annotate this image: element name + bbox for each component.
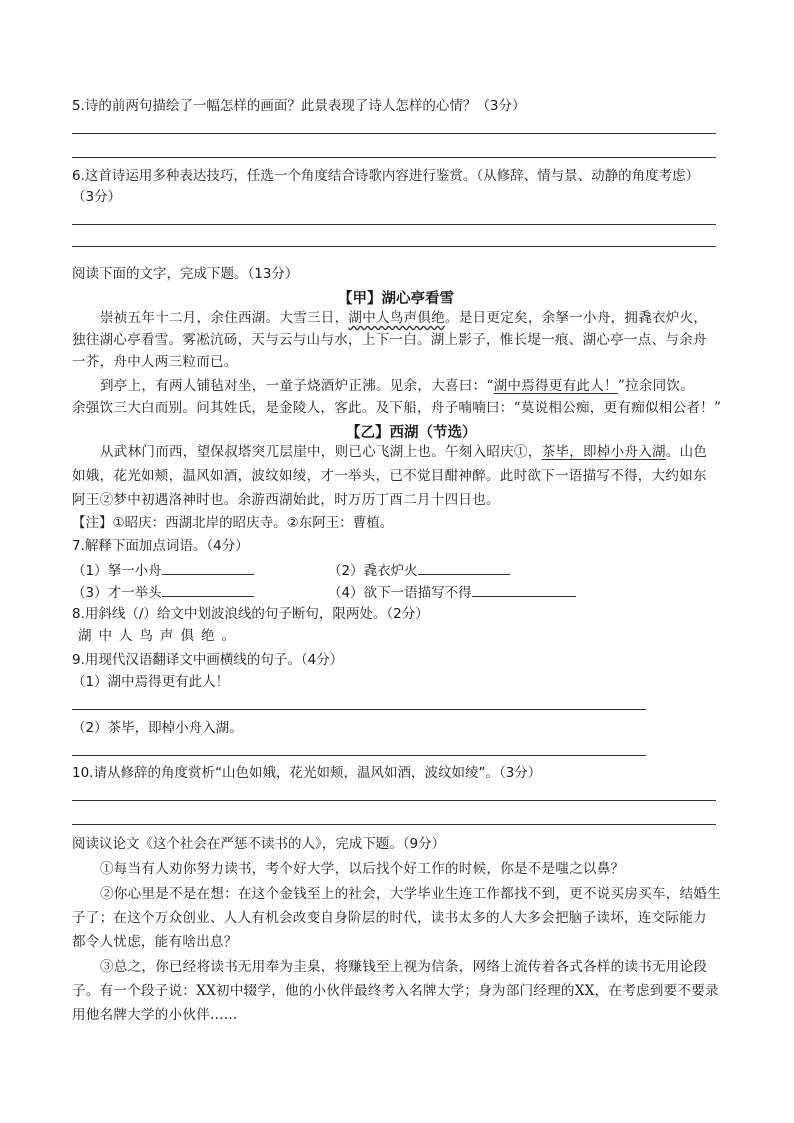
answer-line[interactable] bbox=[72, 157, 716, 158]
q7-item-label: （2）毳衣炉火 bbox=[328, 563, 418, 579]
underlined-sentence: 湖中焉得更有此人！ bbox=[493, 378, 618, 394]
essay-paragraph-2: 都令人忧虑，能有啥出息？ bbox=[72, 934, 238, 950]
answer-line[interactable] bbox=[72, 133, 716, 134]
q7-item-2 bbox=[328, 560, 510, 580]
question-9: 9.用现代汉语翻译文中画横线的句子。（4分） bbox=[72, 652, 344, 668]
q7-item-4 bbox=[328, 582, 576, 602]
essay-paragraph-3: 用他名牌大学的小伙伴…… bbox=[72, 1007, 238, 1023]
passage-b-text: 。山色 bbox=[665, 444, 708, 460]
answer-line[interactable] bbox=[72, 224, 716, 225]
passage-a-line bbox=[100, 309, 707, 327]
footnote: 【注】①昭庆：西湖北岸的昭庆寺。②东阿王：曹植。 bbox=[72, 515, 394, 531]
answer-blank[interactable] bbox=[418, 560, 510, 575]
question-10: 10.请从修辞的角度赏析“山色如娥，花光如颊，温风如酒，波纹如绫”。（3分） bbox=[72, 765, 542, 781]
passage-a-line: 一芥，舟中人两三粒而已。 bbox=[72, 354, 238, 370]
answer-blank[interactable] bbox=[162, 582, 254, 597]
q7-item-1 bbox=[72, 560, 254, 580]
passage-b-text: 从武林门而西，望保叔塔突兀层崖中，则已心飞湖上也。午刻入昭庆①， bbox=[100, 444, 542, 460]
q7-item-3 bbox=[72, 582, 254, 602]
passage-a-text: ”拉余同饮。 bbox=[617, 378, 695, 394]
essay-paragraph-2: 子了；在这个万众创业、人人有机会改变自身阶层的时代，读书太多的人大多会把脑子读坏，连交际能力 bbox=[72, 910, 707, 926]
essay-paragraph-2: ②你心里是不是在想：在这个金钱至上的社会，大学毕业生连工作都找不到，更不说买房买车，结婚生 bbox=[100, 886, 721, 902]
q8-sentence: 湖中人鸟声俱绝。 bbox=[78, 628, 242, 644]
q9-item-1: （1）湖中焉得更有此人！ bbox=[72, 674, 230, 690]
question-5: 5.诗的前两句描绘了一幅怎样的画面？此景表现了诗人怎样的心情？（3分） bbox=[72, 98, 526, 114]
passage-b-title: 【乙】西湖（节选） bbox=[346, 425, 477, 441]
answer-blank[interactable] bbox=[162, 560, 254, 575]
passage-b-line: 如娥，花光如颊，温风如酒，波纹如绫，才一举头，已不觉目酣神醉。此时欲下一语描写不得，大约如东 bbox=[72, 468, 707, 484]
reading-1-intro: 阅读下面的文字，完成下题。（13分） bbox=[72, 266, 299, 282]
wavy-underlined-sentence: 湖中人鸟声俱绝 bbox=[348, 310, 446, 326]
q7-item-label: （1）拏一小舟 bbox=[72, 563, 162, 579]
passage-a-text: 。是日更定矣，余拏一小舟，拥毳衣炉火， bbox=[445, 310, 708, 326]
passage-a-line: 余强饮三大白而别。问其姓氏，是金陵人，客此。及下船，舟子喃喃曰：“莫说相公痴，更有痴似相公者！” bbox=[72, 400, 722, 416]
question-6-score: （3分） bbox=[72, 189, 122, 205]
answer-line[interactable] bbox=[72, 824, 716, 825]
q7-item-label: （4）欲下一语描写不得 bbox=[328, 585, 472, 601]
question-7: 7.解释下面加点词语。（4分） bbox=[72, 538, 249, 554]
passage-a-line: 独往湖心亭看雪。雾凇沆砀，天与云与山与水，上下一白。湖上影子，惟长堤一痕、湖心亭一点、与余舟 bbox=[72, 332, 707, 348]
essay-paragraph-3: 子。有一个段子说：XX初中辍学，他的小伙伴最终考入名牌大学；身为部门经理的XX，在考虑到要不要录 bbox=[72, 983, 719, 999]
passage-a-title: 【甲】湖心亭看雪 bbox=[338, 291, 454, 307]
passage-b-line bbox=[100, 443, 707, 461]
q9-item-2: （2）茶毕，即棹小舟入湖。 bbox=[72, 720, 243, 736]
underlined-sentence: 茶毕，即棹小舟入湖 bbox=[541, 444, 666, 460]
passage-a-text: 崇祯五年十二月，余住西湖。大雪三日， bbox=[100, 310, 349, 326]
answer-line[interactable] bbox=[72, 709, 646, 710]
answer-line[interactable] bbox=[72, 755, 646, 756]
answer-line[interactable] bbox=[72, 246, 716, 247]
passage-b-line: 阿王②梦中初遇洛神时也。余游西湖始此，时万历丁酉二月十四日也。 bbox=[72, 492, 500, 508]
q7-item-label: （3）才一举头 bbox=[72, 585, 162, 601]
reading-2-intro: 阅读议论文《这个社会在严惩不读书的人》，完成下题。（9分） bbox=[72, 836, 446, 852]
question-6: 6.这首诗运用多种表达技巧，任选一个角度结合诗歌内容进行鉴赏。（从修辞、情与景、动静的角度考虑） bbox=[72, 168, 700, 184]
answer-blank[interactable] bbox=[472, 582, 576, 597]
essay-paragraph-3: ③总之，你已经将读书无用奉为圭臬，将赚钱至上视为信条，网络上流传着各式各样的读书无用论段 bbox=[100, 959, 708, 975]
question-8: 8.用斜线（/）给文中划波浪线的句子断句，限两处。（2分） bbox=[72, 606, 429, 622]
passage-a-line bbox=[100, 377, 694, 395]
passage-a-text: 到亭上，有两人铺毡对坐，一童子烧酒炉正沸。见余，大喜曰：“ bbox=[100, 378, 494, 394]
answer-line[interactable] bbox=[72, 800, 716, 801]
essay-paragraph-1: ①每当有人劝你努力读书，考个好大学，以后找个好工作的时候，你是不是嗤之以鼻？ bbox=[100, 861, 625, 877]
